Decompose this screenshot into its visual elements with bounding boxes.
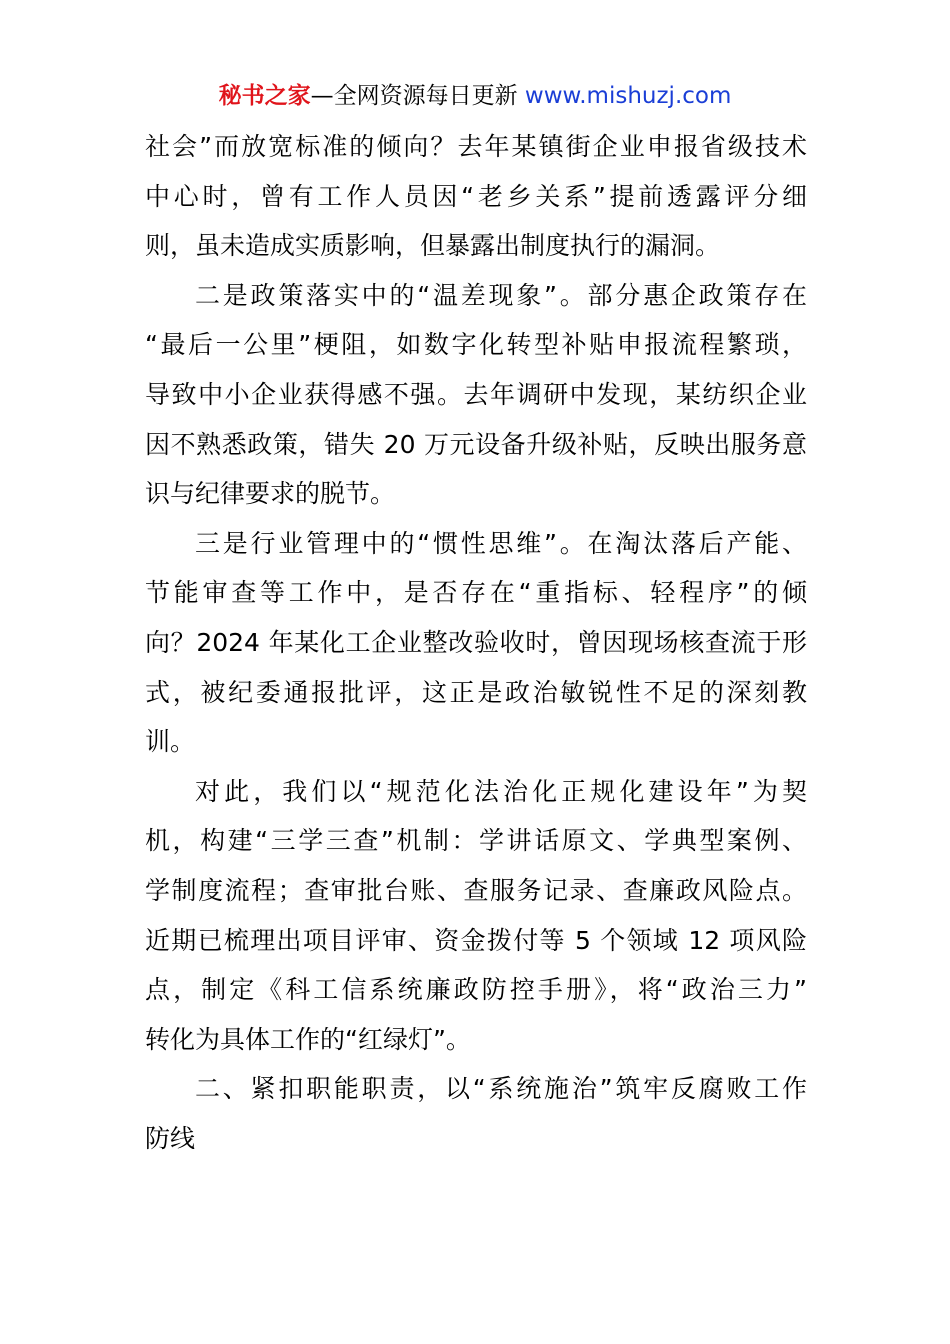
paragraph-start-line: 二是政策落实中的“温差现象”。部分惠企政策存在 [195,280,807,310]
site-brand: 秘书之家 [218,83,311,109]
text-line: 学制度流程；查审批台账、查服务记录、查廉政风险点。 [145,875,807,905]
document-body [145,122,807,1163]
section-heading-line: 二、紧扣职能职责，以“系统施治”筑牢反腐败工作 [195,1074,807,1104]
paragraph-start-line: 对此，我们以“规范化法治化正规化建设年”为契 [195,776,807,806]
text-line: 训。 [145,727,196,757]
site-header [0,80,950,112]
text-line: 式，被纪委通报批评，这正是政治敏锐性不足的深刻教 [145,677,807,707]
text-line: “最后一公里”梗阻，如数字化转型补贴申报流程繁琐， [145,330,807,360]
text-line: 因不熟悉政策，错失 20 万元设备升级补贴，反映出服务意 [145,429,807,459]
site-tagline: —全网资源每日更新 [310,83,525,109]
section-heading-line: 防线 [145,1123,196,1153]
text-line: 社会”而放宽标准的倾向？去年某镇街企业申报省级技术 [145,132,807,161]
text-line: 则，虽未造成实质影响，但暴露出制度执行的漏洞。 [145,231,721,261]
text-line: 导致中小企业获得感不强。去年调研中发现，某纺织企业 [145,379,807,409]
paragraph-start-line: 三是行业管理中的“惯性思维”。在淘汰落后产能、 [195,528,807,558]
text-line: 节能审查等工作中，是否存在“重指标、轻程序”的倾 [145,578,807,608]
text-line: 点，制定《科工信系统廉政防控手册》，将“政治三力” [145,975,807,1005]
text-line: 机，构建“三学三查”机制：学讲话原文、学典型案例、 [145,826,807,856]
text-line: 近期已梳理出项目评审、资金拨付等 5 个领域 12 项风险 [145,925,807,955]
text-line: 识与纪律要求的脱节。 [145,479,396,509]
text-line: 转化为具体工作的“红绿灯”。 [145,1024,471,1054]
text-line: 中心时，曾有工作人员因“老乡关系”提前透露评分细 [145,181,807,211]
site-url-link[interactable]: www.mishuzj.com [524,83,732,109]
text-line: 向？2024 年某化工企业整改验收时，曾因现场核查流于形 [145,627,807,657]
